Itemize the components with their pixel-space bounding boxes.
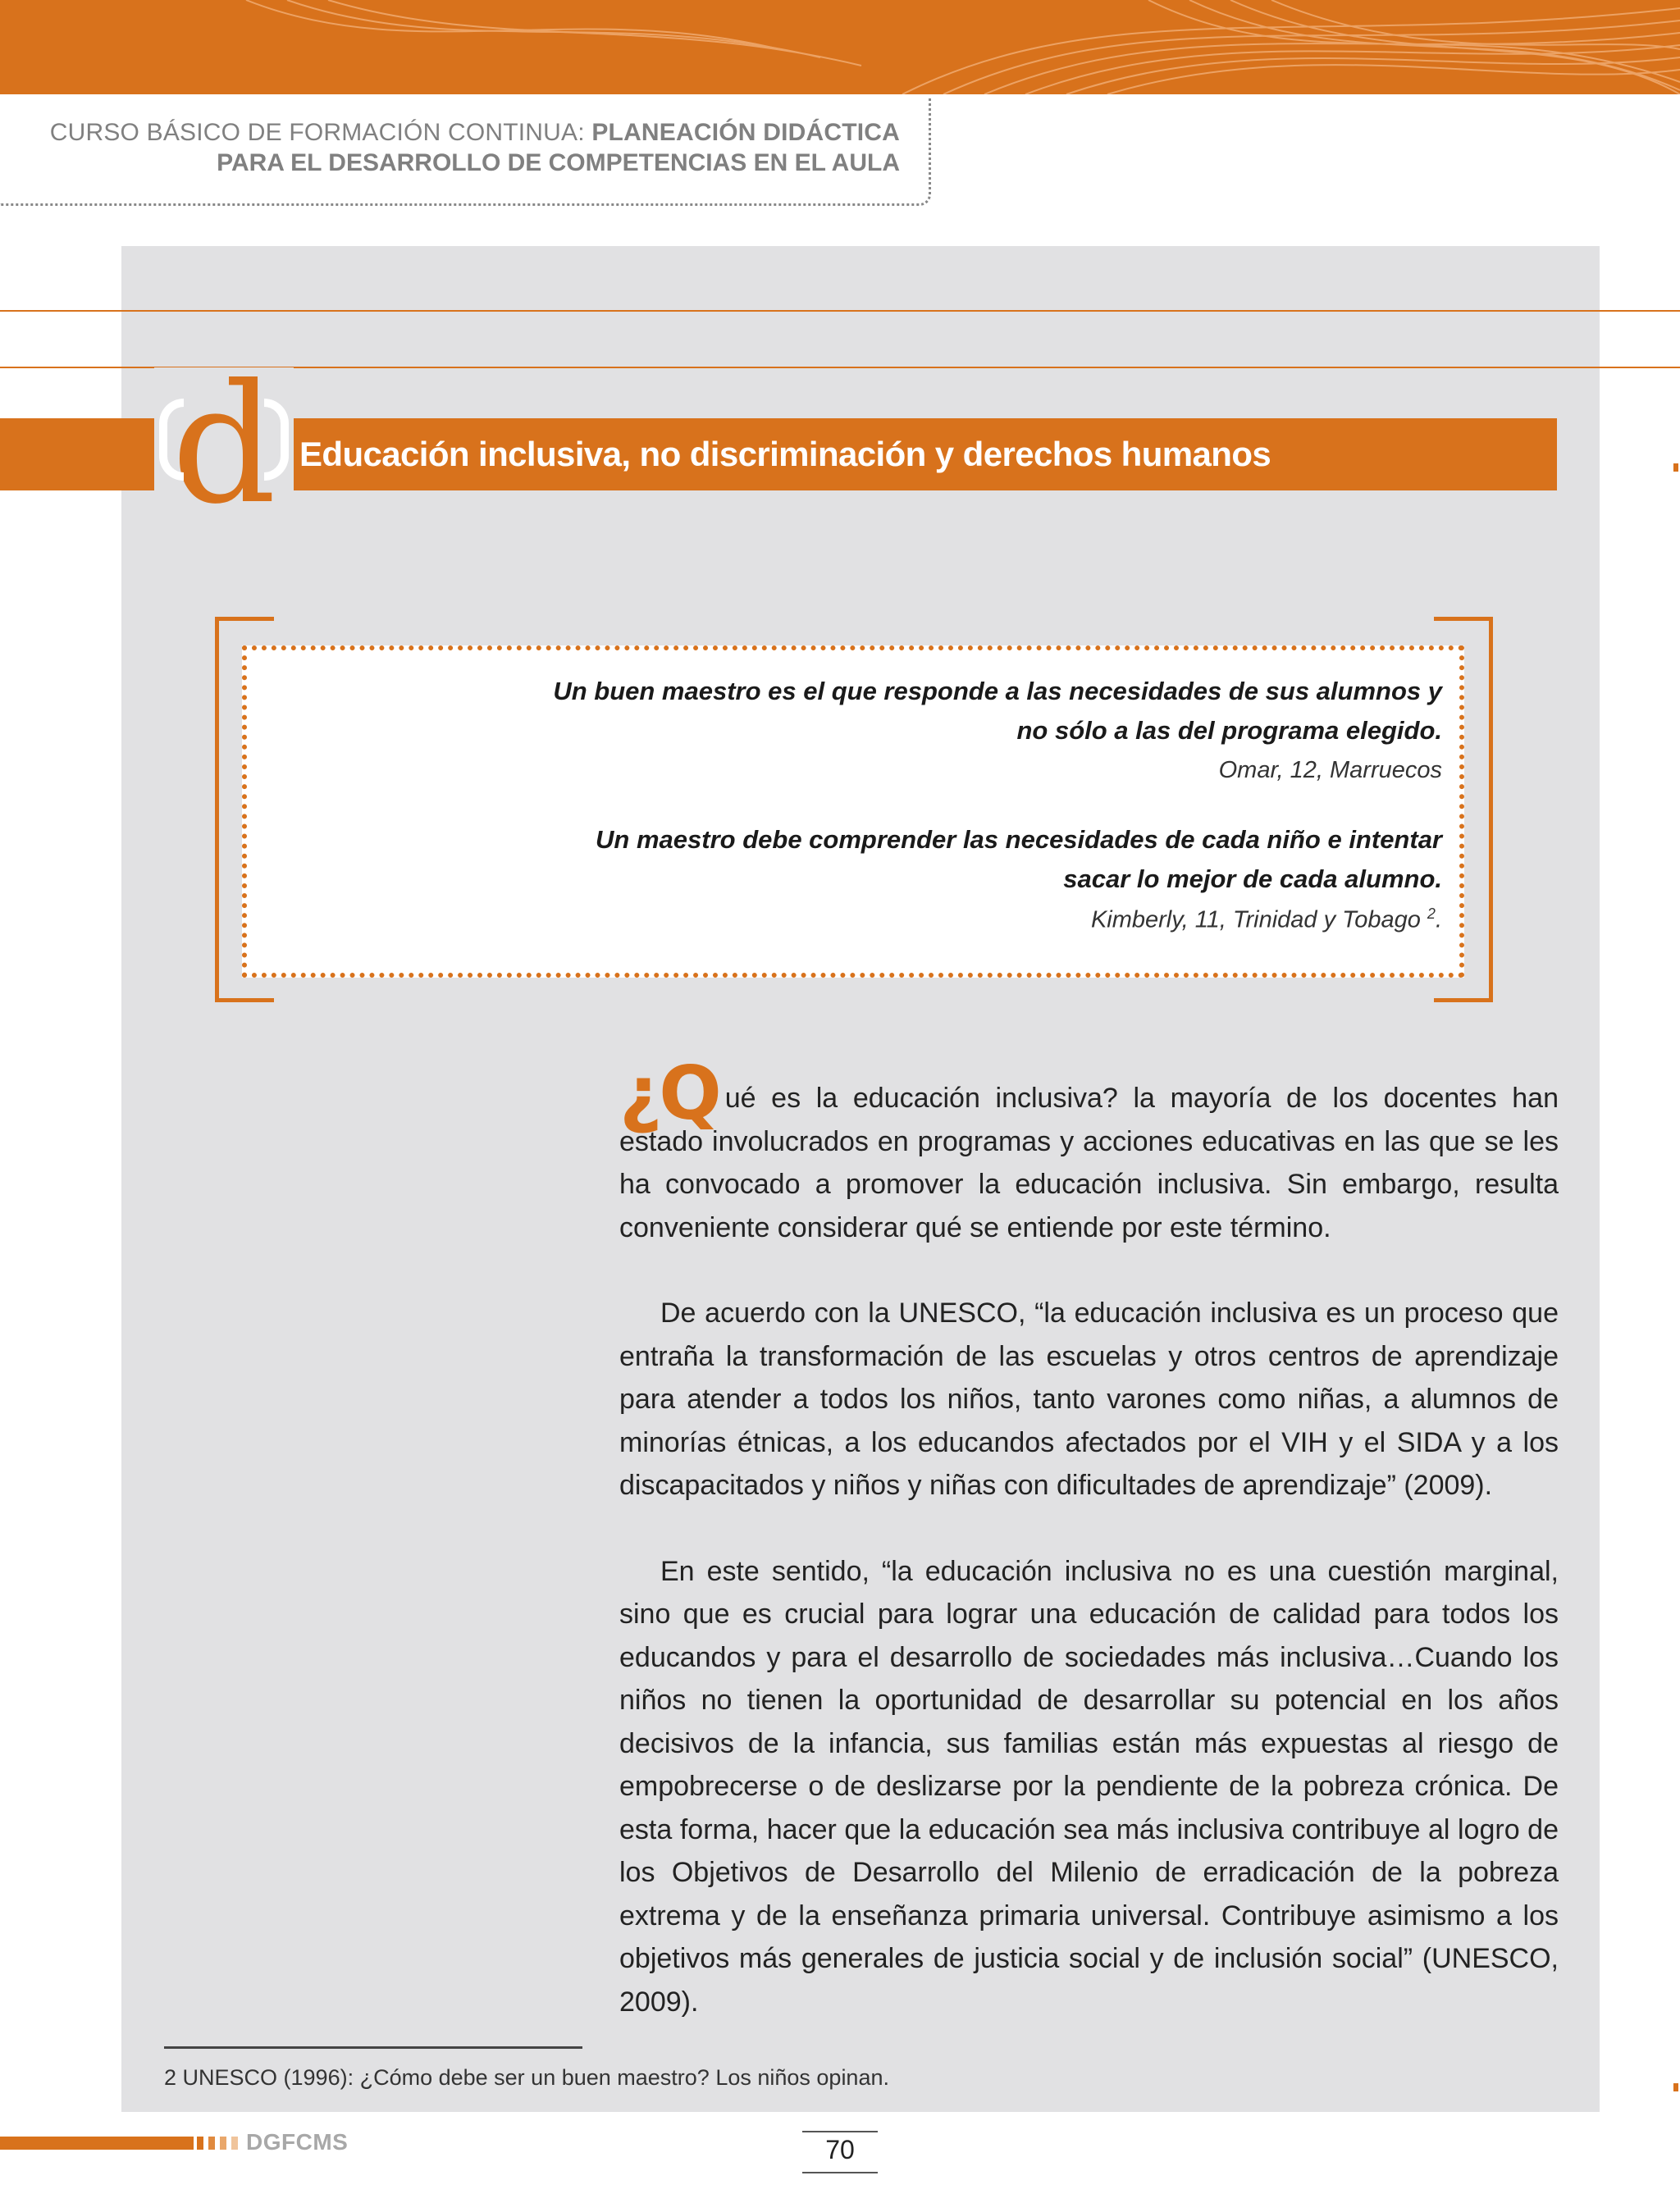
footer-stripe-decoration (197, 2137, 243, 2150)
footnote-rule (164, 2046, 582, 2049)
section-title: Educación inclusiva, no discriminación y derechos humanos (299, 435, 1271, 473)
body-paragraph-3: En este sentido, “la educación inclusiva no es una cuestión marginal, sino que es crucial para lograr una educación de calidad para todos los educandos y para el desarrollo de sociedades más inclusiva…Cuando los niños no tienen la oportunidad de desarrollar su potencial en los años decisivos de la infancia, sus familias están más expuestas al riesgo de empobrecerse o de deslizarse por la pendiente de la pobreza crónica. De esta forma, hacer que la educación sea más inclusiva contribuye al logro de los Objetivos de Desarrollo del Milenio de erradicación de la pobreza extrema y de la enseñanza primaria universal. Contribuye asimismo a los objetivos más generales de justicia social y de inclusión social” (UNESCO, 2009). (619, 1555, 1559, 2018)
footer-label: DGFCMS (246, 2129, 349, 2155)
quote-2-author-end: . (1435, 906, 1442, 933)
quote-2-line-2: sacar lo mejor de cada alumno. (1063, 864, 1442, 893)
section-letter-badge (154, 349, 294, 540)
header-course-name: CURSO BÁSICO DE FORMACIÓN CONTINUA: (49, 119, 585, 146)
section-letter: d (171, 349, 277, 540)
body-paragraph-2: De acuerdo con la UNESCO, “la educación inclusiva es un proceso que entraña la transformación de las escuelas y otros centros de aprendizaje para atender a todos los niños, tanto varones como niñas, a alumnos de minorías étnicas, a los educandos afectados por el VIH y el SIDA y a los discapacitados y niños y niñas con dificultades de aprendizaje” (2009). (619, 1298, 1559, 1501)
body-text (619, 1051, 1559, 2023)
running-header (0, 98, 931, 205)
drop-cap: ¿Q (619, 1051, 719, 1137)
quote-2-author (1091, 905, 1442, 934)
quote-2-line-1: Un maestro debe comprender las necesidades de cada niño e intentar (596, 825, 1442, 854)
header-course-line (50, 119, 900, 147)
quote-2-author-name: Kimberly, 11, Trinidad y Tobago (1090, 906, 1421, 933)
left-paren-decoration (159, 399, 184, 481)
page-number: 70 (825, 2135, 855, 2164)
quote-1-author: Omar, 12, Marruecos (1218, 757, 1442, 783)
wave-lines-decoration (0, 0, 1680, 94)
footnote: 2 UNESCO (1996): ¿Cómo debe ser un buen maestro? Los niños opinan. (164, 2065, 889, 2090)
top-decorative-band (0, 0, 1680, 94)
quote-1-line-2: no sólo a las del programa elegido. (1016, 716, 1442, 745)
quote-1-line-1: Un buen maestro es el que responde a las necesidades de sus alumnos y (553, 677, 1442, 705)
page-number-rule-bottom (802, 2172, 878, 2173)
right-paren-decoration (264, 399, 289, 481)
body-paragraph-1-text: ué es la educación inclusiva? la mayoría de los docentes han estado involucrados en programas y acciones educativas en las que se les ha convocado a promover la educación inclusiva. Sin embargo, resulta conveniente considerar qué se entiende por este término. (619, 1083, 1559, 1243)
orange-rule-top (0, 310, 1680, 312)
edge-marker (1673, 463, 1678, 472)
body-paragraph-1 (619, 1051, 1559, 1249)
quote-2-footnote-ref: 2 (1427, 905, 1436, 922)
edge-marker-bottom (1673, 2083, 1678, 2091)
header-topic-part1: PLANEACIÓN DIDÁCTICA (591, 119, 900, 146)
page-number-rule-top (802, 2131, 878, 2132)
footer-orange-bar (0, 2137, 194, 2150)
header-topic-part2: PARA EL DESARROLLO DE COMPETENCIAS EN EL AULA (217, 149, 900, 176)
